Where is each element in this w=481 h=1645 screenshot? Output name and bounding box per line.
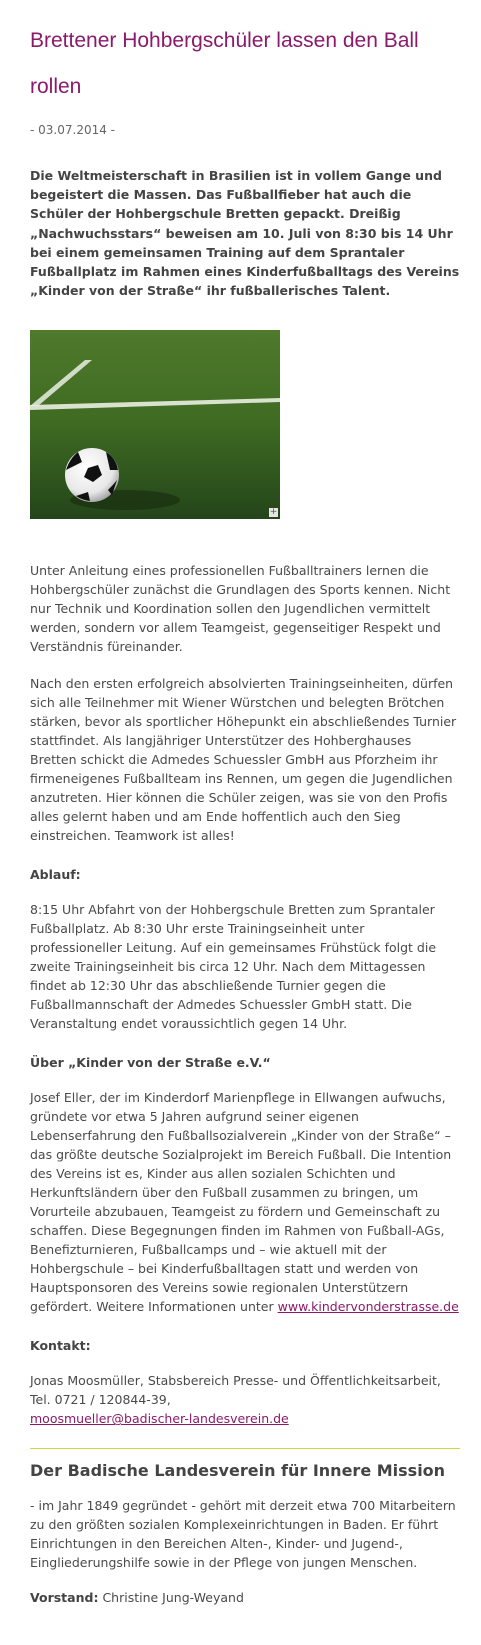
football-photo [30, 330, 280, 519]
landesverein-heading: Der Badische Landesverein für Innere Mission [30, 1461, 446, 1481]
verein-link[interactable]: www.kindervonderstrasse.de [277, 1299, 459, 1315]
kontakt-heading: Kontakt: [30, 1338, 91, 1354]
landesverein-text: - im Jahr 1849 gegründet - gehört mit derzeit etwa 700 Mitarbeitern zu den größten sozialen Komplexeinrichtungen in Baden. Er führt Einrichtungen in den Bereichen Alten-, Kinder- und Jugend-, Eingliederungshilfe sowie in der Pflege von jungen Menschen. [30, 1498, 456, 1571]
paragraph: Nach den ersten erfolgreich absolvierten Trainingseinheiten, dürfen sich alle Teilnehmer mit Wiener Würstchen und belegten Brötchen stärken, bevor als sportlicher Höhepunkt ein abschließendes Turnier stattfindet. Als langjähriger Unterstützer des Hohberghauses Bretten schickt die Admedes Schuessler GmbH aus Pforzheim ihr firmeneigenes Fußballteam ins Rennen, um gegen die Jugendlichen anzutreten. Hier können die Schüler zeigen, was sie von den Profis alles gelernt haben und am Ende hoffentlich auch den Sieg einstreichen. Teamwork ist alles! [30, 676, 457, 844]
vorstand-line [30, 1588, 460, 1607]
kontakt-text-body: Jonas Moosmüller, Stabsbereich Presse- und Öffentlichkeitsarbeit, Tel. 0721 / 120844-39, [30, 1373, 441, 1408]
ablauf-heading: Ablauf: [30, 867, 81, 883]
kontakt-email-link[interactable]: moosmueller@badischer-landesverein.de [30, 1411, 289, 1427]
paragraph: Unter Anleitung eines professionellen Fußballtrainers lernen die Hohbergschüler zunächst die Grundlagen des Sports kennen. Nicht nur Technik und Koordination sollen den Jugendlichen vermittelt werden, sondern vor allem Teamgeist, gegenseitiger Respekt und Verständnis füreinander. [30, 563, 451, 655]
vorstand-label: Vorstand: [30, 1590, 99, 1606]
verein-text [30, 1088, 460, 1316]
plus-icon[interactable]: + [269, 507, 278, 518]
article-title: Brettener Hohbergschüler lassen den Ball rollen [30, 29, 419, 98]
vorstand-name: Christine Jung-Weyand [102, 1590, 244, 1606]
kontakt-text [30, 1371, 460, 1428]
verein-text-body: Josef Eller, der im Kinderdorf Marienpflege in Ellwangen aufwuchs, gründete vor etwa 5 Jahren aufgrund seiner eigenen Lebenserfahrung den Fußballsozialverein „Kinder von der Straße“ – das größte deutsche Sozialprojekt im Bereich Fußball. Die Intention des Vereins ist es, Kinder aus allen sozialen Schichten und Herkunftsländern über den Fußball zusammen zu bringen, um Vorurteile abzubauen, Teamgeist zu fördern und Gemeinschaft zu schaffen. Diese Begegnungen finden im Rahmen von Fußball-AGs, Benefizturnieren, Fußballcamps und – wie aktuell mit der Hohbergschule – bei Kinderfußballtagen statt und werden von Hauptsponsoren des Vereins sowie regionalen Unterstützern gefördert. Weitere Informationen unter [30, 1090, 452, 1315]
article [30, 0, 460, 1607]
football-image[interactable] [30, 330, 280, 519]
divider [30, 1448, 460, 1449]
article-date: - 03.07.2014 - [30, 123, 115, 137]
article-lead: Die Weltmeisterschaft in Brasilien ist in vollem Gange und begeistert die Massen. Das Fußballfieber hat auch die Schüler der Hohbergschule Bretten gepackt. Dreißig „Nachwuchsstars“ beweisen am 10. Juli von 8:30 bis 14 Uhr bei einem gemeinsamen Training auf dem Sprantaler Fußballplatz im Rahmen eines Kinderfußballtags des Vereins „Kinder von der Straße“ ihr fußballerisches Talent. [30, 168, 460, 299]
ablauf-text: 8:15 Uhr Abfahrt von der Hohbergschule Bretten zum Sprantaler Fußballplatz. Ab 8:30 Uhr erste Trainingseinheit unter professioneller Leitung. Auf ein gemeinsames Frühstück folgt die zweite Trainingseinheit bis circa 12 Uhr. Nach dem Mittagessen findet ab 12:30 Uhr das abschließende Turnier gegen die Fußballmannschaft der Admedes Schuessler GmbH statt. Die Veranstaltung endet voraussichtlich gegen 14 Uhr. [30, 902, 437, 1032]
verein-heading: Über „Kinder von der Straße e.V.“ [30, 1055, 271, 1071]
